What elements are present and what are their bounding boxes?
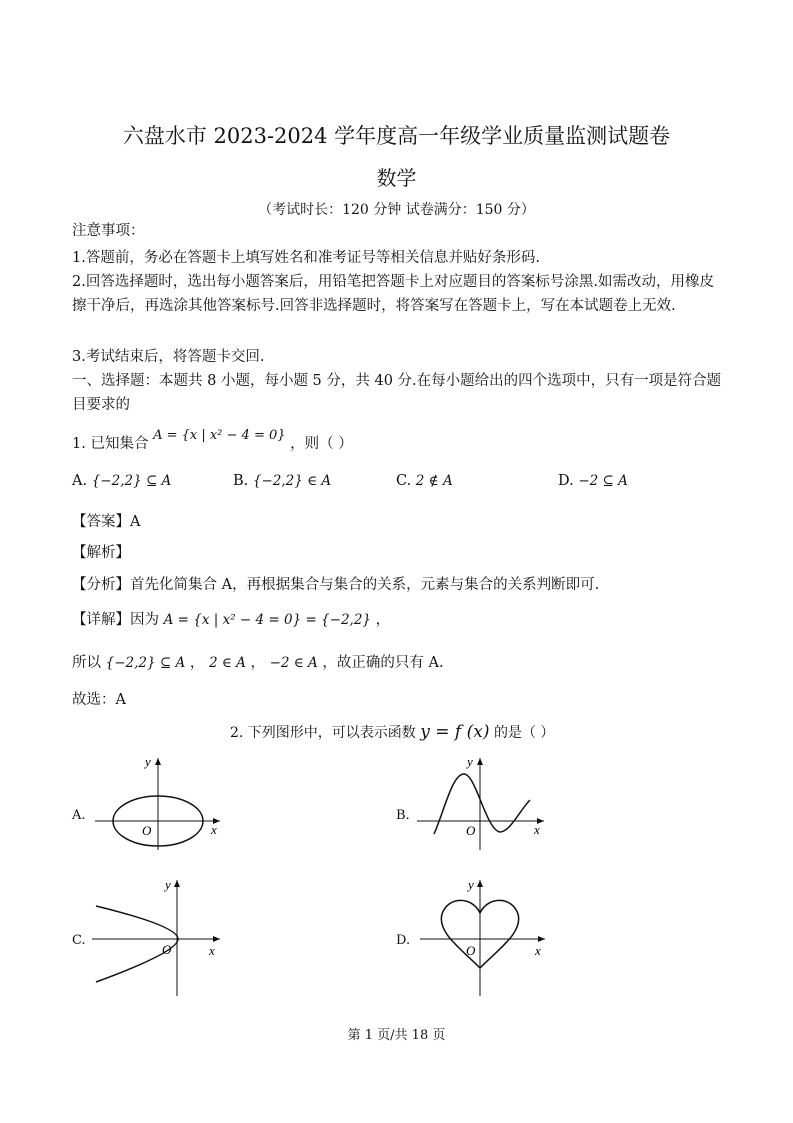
detail-prefix: 【详解】因为 [72, 612, 159, 628]
q1-choice: 故选：A [72, 692, 126, 708]
conclusion-suffix: ，故正确的只有 A. [322, 655, 444, 671]
q2-stem-suffix: 的是（ ） [493, 725, 555, 741]
option-math: {−2,2} ⊆ A [91, 473, 172, 489]
y-arrow-icon [155, 758, 161, 765]
q1-option-d[interactable] [558, 473, 628, 489]
y-axis-label: y [467, 754, 473, 769]
option-label: A. [72, 473, 88, 489]
q1-conclusion [72, 651, 444, 672]
x-axis-label: x [209, 943, 215, 958]
option-math: 2 ∉ A [415, 473, 453, 489]
y-arrow-icon [477, 880, 483, 887]
origin-label: O [466, 943, 476, 958]
q2-stem-math: y = f (x) [420, 722, 490, 742]
notice-item-3: 3.考试结束后，将答题卡交回. [72, 349, 265, 365]
q2-stem [230, 722, 554, 742]
conclusion-prefix: 所以 [72, 655, 101, 671]
q1-option-b[interactable] [233, 473, 331, 489]
x-axis-label: x [534, 822, 540, 837]
q1-stem-prefix: 1. 已知集合 [72, 436, 149, 452]
q2-stem-prefix: 2. 下列图形中，可以表示函数 [230, 725, 416, 741]
notice-heading: 注意事项： [72, 223, 145, 239]
q1-analysis-heading: 【解析】 [72, 545, 130, 561]
figure-a-label[interactable]: A. [72, 808, 86, 823]
origin-label: O [142, 823, 152, 838]
figure-c-label[interactable]: C. [72, 933, 86, 948]
q1-option-c[interactable] [396, 473, 453, 489]
exam-title: 六盘水市 2023-2024 学年度高一年级学业质量监测试题卷 [122, 124, 671, 148]
section-heading: 一、选择题：本题共 8 小题，每小题 5 分，共 40 分.在每小题给出的四个选项中，只有一项是符合题目要求的 [72, 373, 722, 413]
q1-stem-math: A = {x | x² − 4 = 0} [153, 428, 286, 443]
figure-d-label[interactable]: D. [396, 933, 411, 948]
conclusion-math-1: {−2,2} ⊆ A [105, 655, 186, 671]
detail-math: A = {x | x² − 4 = 0} = {−2,2} [163, 612, 372, 628]
x-arrow-icon [213, 936, 220, 942]
q1-answer: 【答案】A [72, 514, 141, 530]
x-axis-label: x [211, 822, 217, 837]
x-arrow-icon [538, 936, 545, 942]
conclusion-math-2: 2 ∈ A [208, 655, 246, 671]
y-axis-label: y [468, 877, 474, 892]
q1-stem [72, 428, 353, 453]
option-math: {−2,2} ∈ A [252, 473, 332, 489]
y-arrow-icon [174, 880, 180, 887]
exam-meta: （考试时长：120 分钟 试卷满分：150 分） [258, 202, 535, 218]
y-axis-label: y [145, 754, 151, 769]
figure-c-graph[interactable] [90, 876, 230, 1000]
option-label: D. [558, 473, 574, 489]
option-label: C. [396, 473, 412, 489]
notice-item-1: 1.答题前，务必在答题卡上填写姓名和准考证号等相关信息并贴好条形码. [72, 250, 540, 266]
option-math: −2 ⊆ A [578, 473, 628, 489]
notice-item-2: 2.回答选择题时，选出每小题答案后，用铅笔把答题卡上对应题目的答案标号涂黑.如需改动，用橡皮擦干净后，再选涂其他答案标号.回答非选择题时，将答案写在答题卡上，写在本试题卷上无效. [72, 274, 714, 314]
page-footer: 第 1 页/共 18 页 [347, 1028, 446, 1043]
figure-b-graph[interactable] [412, 752, 552, 852]
y-arrow-icon [477, 758, 483, 765]
figure-a-graph[interactable] [90, 752, 230, 852]
q1-detail [72, 608, 390, 629]
conclusion-sep-2: ， [250, 655, 265, 671]
subject-title: 数学 [376, 166, 417, 190]
origin-label: O [162, 942, 172, 957]
conclusion-sep-1: ， [189, 655, 205, 671]
origin-label: O [466, 823, 476, 838]
q1-option-a[interactable] [72, 473, 171, 489]
option-label: B. [233, 473, 249, 489]
q1-analysis: 【分析】首先化简集合 A，再根据集合与集合的关系，元素与集合的关系判断即可. [72, 577, 600, 593]
q1-stem-suffix: ，则（ ） [290, 436, 353, 452]
figure-b-label[interactable]: B. [396, 808, 410, 823]
x-axis-label: x [535, 943, 541, 958]
wave-curve [434, 774, 530, 834]
figure-d-graph[interactable] [412, 876, 552, 1000]
y-axis-label: y [165, 877, 171, 892]
detail-suffix: ， [375, 612, 391, 628]
conclusion-math-3: −2 ∈ A [269, 655, 318, 671]
